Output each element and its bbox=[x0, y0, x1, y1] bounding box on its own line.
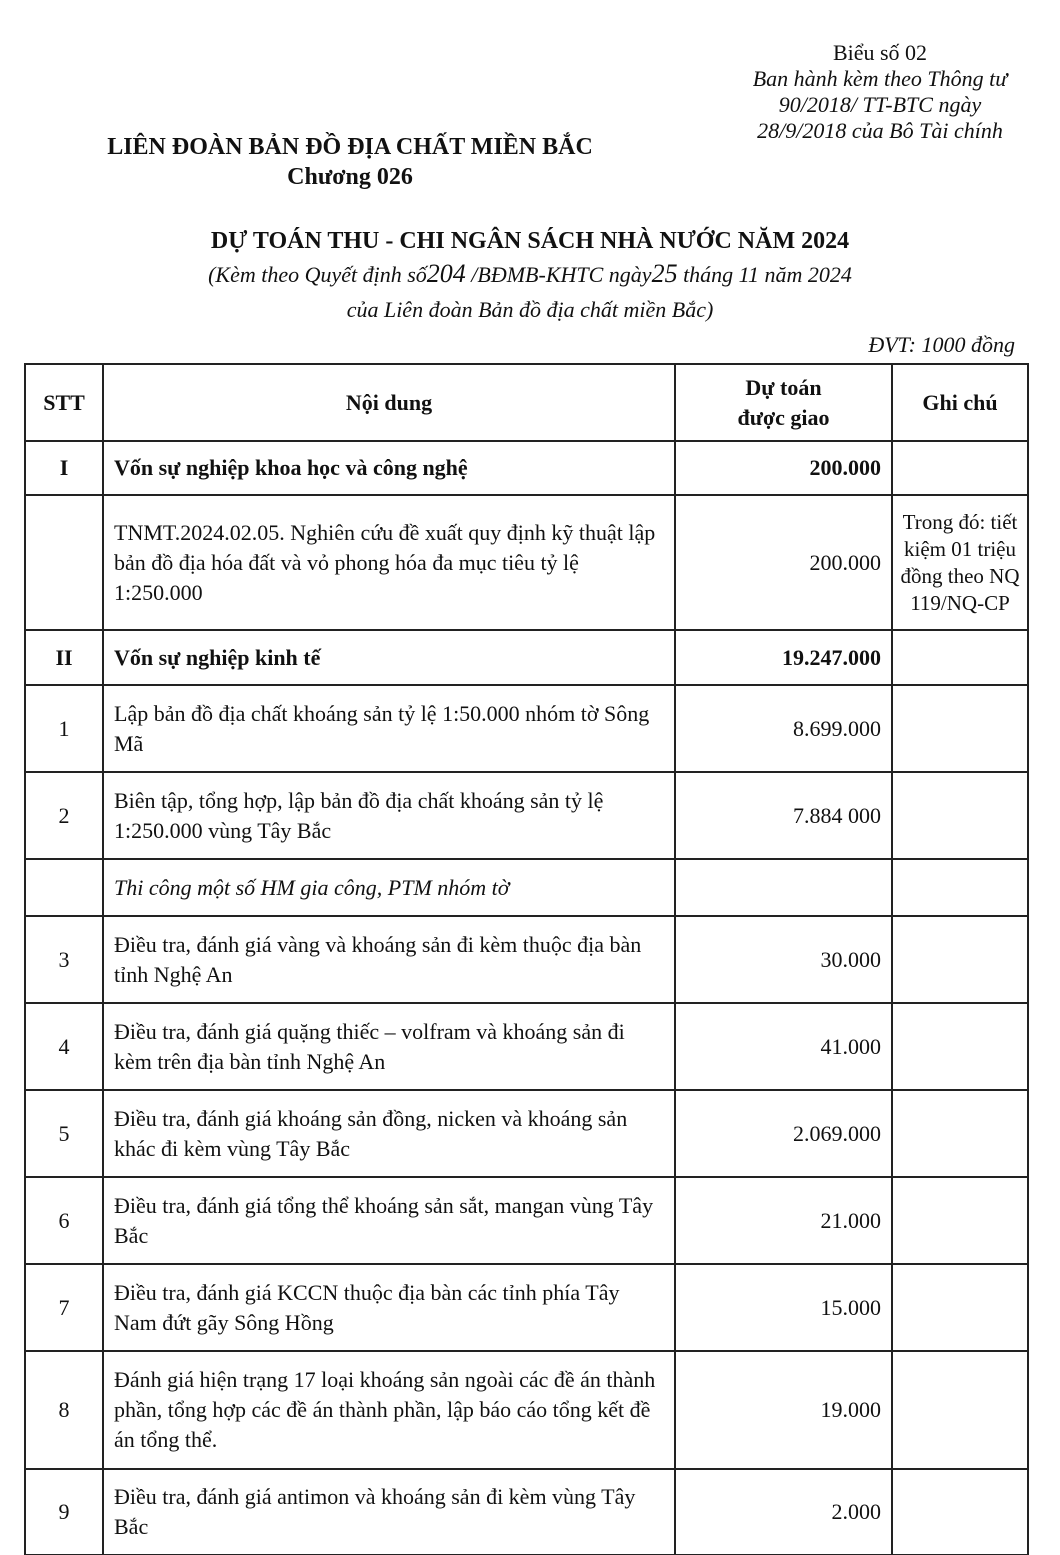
row-stt: 2 bbox=[25, 772, 103, 859]
row-note bbox=[892, 772, 1028, 859]
row-stt: 1 bbox=[25, 685, 103, 772]
row-note bbox=[892, 1090, 1028, 1177]
row-content: Điều tra, đánh giá antimon và khoáng sản đi kèm vùng Tây Bắc bbox=[103, 1469, 675, 1555]
chapter-code: Chương 026 bbox=[287, 164, 413, 190]
unit-label: ĐVT: 1000 đồng bbox=[868, 332, 1015, 357]
row-amount: 8.699.000 bbox=[675, 685, 892, 772]
document-title: DỰ TOÁN THU - CHI NGÂN SÁCH NHÀ NƯỚC NĂM 2024 bbox=[210, 228, 850, 254]
row-content: Điều tra, đánh giá tổng thể khoáng sản sắt, mangan vùng Tây Bắc bbox=[103, 1177, 675, 1264]
row-note bbox=[892, 916, 1028, 1003]
row-content: Vốn sự nghiệp khoa học và công nghệ bbox=[103, 441, 675, 495]
table-row bbox=[25, 685, 1028, 772]
row-content: Thi công một số HM gia công, PTM nhóm tờ bbox=[103, 859, 675, 916]
table-row bbox=[25, 1090, 1028, 1177]
row-amount: 200.000 bbox=[675, 441, 892, 495]
row-content: Biên tập, tổng hợp, lập bản đồ địa chất khoáng sản tỷ lệ 1:250.000 vùng Tây Bắc bbox=[103, 772, 675, 859]
form-ref-line-2: 90/2018/ TT-BTC ngày bbox=[778, 92, 982, 117]
row-amount: 200.000 bbox=[675, 495, 892, 630]
row-content: TNMT.2024.02.05. Nghiên cứu đề xuất quy định kỹ thuật lập bản đồ địa hóa đất và vỏ phong hóa đa mục tiêu tỷ lệ 1:250.000 bbox=[103, 495, 675, 630]
row-content: Điều tra, đánh giá quặng thiếc – volfram và khoáng sản đi kèm trên địa bàn tỉnh Nghệ An bbox=[103, 1003, 675, 1090]
row-amount: 19.247.000 bbox=[675, 630, 892, 685]
document-heading bbox=[0, 226, 1060, 327]
form-ref-line-3: 28/9/2018 của Bô Tài chính bbox=[757, 118, 1003, 143]
row-stt bbox=[25, 859, 103, 916]
row-content: Lập bản đồ địa chất khoáng sản tỷ lệ 1:50.000 nhóm tờ Sông Mã bbox=[103, 685, 675, 772]
row-amount bbox=[675, 859, 892, 916]
row-note bbox=[892, 630, 1028, 685]
row-note bbox=[892, 1469, 1028, 1555]
table-row bbox=[25, 916, 1028, 1003]
row-stt bbox=[25, 495, 103, 630]
row-note bbox=[892, 1177, 1028, 1264]
budget-table bbox=[24, 363, 1029, 1555]
header-note: Ghi chú bbox=[892, 364, 1028, 441]
row-stt: 9 bbox=[25, 1469, 103, 1555]
row-note: Trong đó: tiết kiệm 01 triệu đồng theo NQ 119/NQ-CP bbox=[892, 495, 1028, 630]
row-stt: 7 bbox=[25, 1264, 103, 1351]
row-content: Đánh giá hiện trạng 17 loại khoáng sản ngoài các đề án thành phần, tổng hợp các đề án thành phần, lập báo cáo tổng kết đề án tổng thể. bbox=[103, 1351, 675, 1469]
row-content: Điều tra, đánh giá khoáng sản đồng, nicken và khoáng sản khác đi kèm vùng Tây Bắc bbox=[103, 1090, 675, 1177]
header-amount bbox=[675, 364, 892, 441]
row-stt: 6 bbox=[25, 1177, 103, 1264]
header-amount-line-2: được giao bbox=[737, 404, 830, 430]
row-note bbox=[892, 859, 1028, 916]
table-row bbox=[25, 1351, 1028, 1469]
form-reference bbox=[730, 40, 1030, 144]
table-row bbox=[25, 1469, 1028, 1555]
table-row bbox=[25, 1264, 1028, 1351]
row-note bbox=[892, 1264, 1028, 1351]
organization-header bbox=[40, 132, 660, 192]
row-content: Điều tra, đánh giá KCCN thuộc địa bàn các tỉnh phía Tây Nam đứt gãy Sông Hồng bbox=[103, 1264, 675, 1351]
row-content: Điều tra, đánh giá vàng và khoáng sản đi kèm thuộc địa bàn tỉnh Nghệ An bbox=[103, 916, 675, 1003]
decision-number: 204 bbox=[426, 259, 466, 288]
row-note bbox=[892, 1003, 1028, 1090]
decision-reference bbox=[0, 256, 1060, 292]
row-stt: 5 bbox=[25, 1090, 103, 1177]
subsection-row bbox=[25, 859, 1028, 916]
row-stt: II bbox=[25, 630, 103, 685]
form-ref-line-1: Ban hành kèm theo Thông tư bbox=[752, 66, 1008, 91]
decision-text-b: /BĐMB-KHTC ngày bbox=[465, 262, 652, 287]
section-row bbox=[25, 441, 1028, 495]
table-header-row bbox=[25, 364, 1028, 441]
header-stt: STT bbox=[25, 364, 103, 441]
row-amount: 2.069.000 bbox=[675, 1090, 892, 1177]
row-amount: 2.000 bbox=[675, 1469, 892, 1555]
row-content: Vốn sự nghiệp kinh tế bbox=[103, 630, 675, 685]
row-note bbox=[892, 685, 1028, 772]
table-row bbox=[25, 1003, 1028, 1090]
decision-text-a: (Kèm theo Quyết định số bbox=[208, 262, 427, 287]
header-content: Nội dung bbox=[103, 364, 675, 441]
row-note bbox=[892, 441, 1028, 495]
row-amount: 19.000 bbox=[675, 1351, 892, 1469]
decision-text-c: tháng 11 năm 2024 bbox=[677, 262, 852, 287]
row-note bbox=[892, 1351, 1028, 1469]
decision-day: 25 bbox=[651, 259, 678, 288]
row-stt: I bbox=[25, 441, 103, 495]
row-amount: 21.000 bbox=[675, 1177, 892, 1264]
row-stt: 4 bbox=[25, 1003, 103, 1090]
organization-name: LIÊN ĐOÀN BẢN ĐỒ ĐỊA CHẤT MIỀN BẮC bbox=[107, 134, 593, 160]
row-amount: 30.000 bbox=[675, 916, 892, 1003]
issuer-line: của Liên đoàn Bản đồ địa chất miền Bắc) bbox=[346, 297, 714, 322]
header-amount-line-1: Dự toán bbox=[745, 374, 822, 400]
row-amount: 15.000 bbox=[675, 1264, 892, 1351]
form-number: Biểu số 02 bbox=[832, 40, 928, 65]
section-row bbox=[25, 630, 1028, 685]
row-stt: 8 bbox=[25, 1351, 103, 1469]
table-row bbox=[25, 495, 1028, 630]
table-row bbox=[25, 1177, 1028, 1264]
table-row bbox=[25, 772, 1028, 859]
row-amount: 41.000 bbox=[675, 1003, 892, 1090]
row-amount: 7.884 000 bbox=[675, 772, 892, 859]
row-stt: 3 bbox=[25, 916, 103, 1003]
